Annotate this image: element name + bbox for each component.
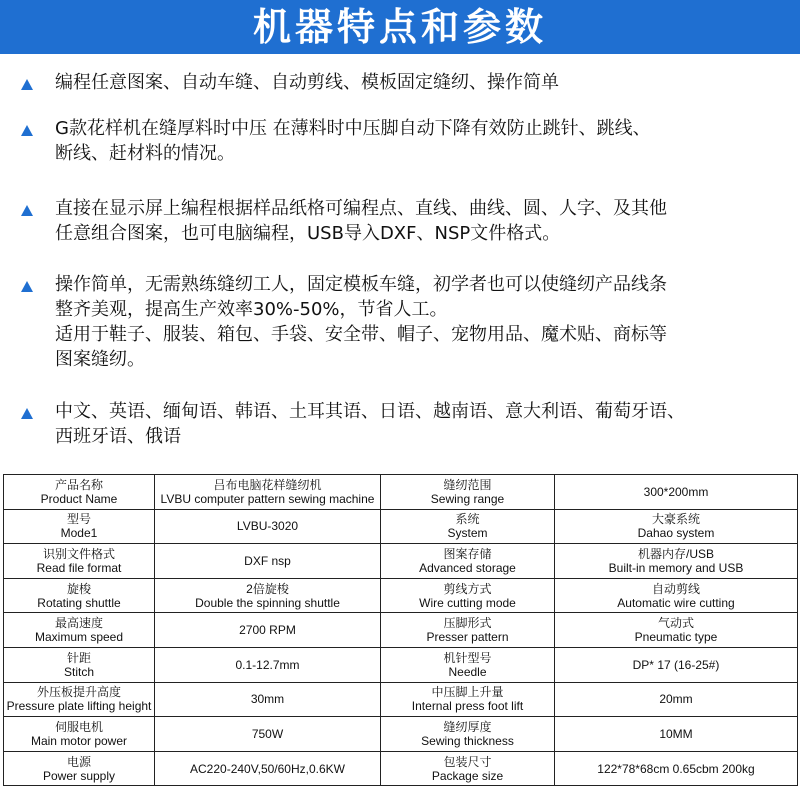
cell-text-en: Maximum speed [34, 630, 124, 645]
table-row [4, 613, 798, 648]
cell-text-en: Presser pattern [426, 630, 509, 645]
spec-value-cell [555, 509, 798, 544]
cell-text-en: 122*78*68cm 0.65cbm 200kg [597, 761, 755, 776]
spec-value-cell [555, 751, 798, 786]
spec-label-cell [4, 613, 155, 648]
spec-value-cell [155, 509, 381, 544]
cell-text-en: 2700 RPM [239, 623, 296, 638]
table-row [4, 544, 798, 579]
cell-text-cn: 伺服电机 [54, 719, 103, 734]
cell-text-en: Pneumatic type [634, 630, 718, 645]
cell-text-en: 20mm [659, 692, 693, 707]
spec-label-cell [381, 717, 555, 752]
title-banner [0, 0, 800, 54]
cell-text-cn: 外压板提升高度 [36, 685, 121, 700]
spec-value-cell [555, 647, 798, 682]
triangle-bullet-icon [21, 79, 33, 90]
page-title: 机器特点和参数 [252, 5, 547, 49]
spec-label-cell [381, 509, 555, 544]
cell-text-cn: 识别文件格式 [42, 546, 115, 561]
cell-text-en: DXF nsp [244, 553, 291, 568]
cell-text-en: 750W [251, 726, 284, 741]
spec-label-cell [381, 751, 555, 786]
spec-label-cell [4, 647, 155, 682]
cell-text-cn: 2倍旋梭 [246, 581, 289, 596]
cell-text-cn: 系统 [455, 512, 480, 527]
cell-text-en: Double the spinning shuttle [195, 595, 340, 610]
cell-text-cn: 型号 [66, 512, 91, 527]
cell-text-en: Advanced storage [419, 560, 516, 575]
table-row [4, 751, 798, 786]
spec-value-cell [555, 613, 798, 648]
cell-text-cn: 吕布电脑花样缝纫机 [213, 477, 322, 492]
cell-text-en: 300*200mm [643, 484, 709, 499]
triangle-bullet-icon [21, 205, 33, 216]
feature-line: 直接在显示屏上编程根据样品纸格可编程点、直线、曲线、圆、人字、及其他 [55, 198, 667, 219]
cell-text-en: Package size [431, 768, 504, 783]
cell-text-en: 10MM [659, 726, 693, 741]
spec-label-cell [381, 647, 555, 682]
cell-text-cn: 大豪系统 [651, 512, 700, 527]
feature-line: 适用于鞋子、服装、箱包、手袋、安全带、帽子、宠物用品、魔术贴、商标等 [55, 324, 667, 345]
cell-text-cn: 最高速度 [54, 616, 103, 631]
cell-text-en: Built-in memory and USB [608, 560, 744, 575]
cell-text-en: Product Name [40, 491, 118, 506]
spec-value-cell [555, 544, 798, 579]
spec-value-cell [155, 613, 381, 648]
cell-text-en: Internal press foot lift [411, 699, 524, 714]
table-row [4, 578, 798, 613]
feature-line: 图案缝纫。 [55, 349, 145, 370]
cell-text-en: Sewing range [430, 491, 505, 506]
spec-table [3, 474, 798, 786]
spec-label-cell [4, 751, 155, 786]
spec-value-cell [555, 475, 798, 510]
spec-label-cell [4, 682, 155, 717]
feature-line: 操作简单，无需熟练缝纫工人，固定模板车缝，初学者也可以使缝纫产品线条 [55, 274, 667, 295]
spec-label-cell [4, 509, 155, 544]
spec-label-cell [4, 578, 155, 613]
triangle-bullet-icon [21, 281, 33, 292]
cell-text-cn: 中压脚上升量 [431, 685, 504, 700]
spec-label-cell [4, 544, 155, 579]
cell-text-en: Needle [448, 664, 487, 679]
cell-text-en: DP* 17 (16-25#) [632, 657, 720, 672]
table-row [4, 475, 798, 510]
feature-line: 西班牙语、俄语 [55, 426, 181, 447]
cell-text-cn: 自动剪线 [651, 581, 700, 596]
triangle-bullet-icon [21, 125, 33, 136]
cell-text-en: LVBU computer pattern sewing machine [160, 491, 375, 506]
spec-value-cell [555, 717, 798, 752]
spec-value-cell [555, 682, 798, 717]
cell-text-cn: 压脚形式 [443, 616, 492, 631]
cell-text-cn: 缝纫厚度 [443, 719, 492, 734]
cell-text-cn: 旋梭 [66, 581, 91, 596]
cell-text-en: Rotating shuttle [37, 595, 121, 610]
cell-text-cn: 图案存储 [443, 546, 492, 561]
spec-label-cell [381, 578, 555, 613]
feature-line: 中文、英语、缅甸语、韩语、土耳其语、日语、越南语、意大利语、葡萄牙语、 [55, 401, 685, 422]
feature-line: 断线、赶材料的情况。 [55, 143, 235, 164]
table-row [4, 647, 798, 682]
cell-text-en: Stitch [63, 664, 94, 679]
spec-value-cell [155, 717, 381, 752]
cell-text-en: Mode1 [60, 526, 98, 541]
cell-text-en: Dahao system [637, 526, 715, 541]
cell-text-en: 30mm [250, 692, 285, 707]
cell-text-en: System [447, 526, 488, 541]
cell-text-cn: 机器内存/USB [637, 546, 714, 561]
spec-value-cell [155, 751, 381, 786]
feature-line: 任意组合图案，也可电脑编程，USB导入DXF、NSP文件格式。 [55, 223, 561, 244]
spec-label-cell [4, 717, 155, 752]
cell-text-cn: 剪线方式 [443, 581, 492, 596]
spec-label-cell [381, 682, 555, 717]
table-row [4, 509, 798, 544]
cell-text-cn: 缝纫范围 [443, 477, 492, 492]
cell-text-cn: 电源 [66, 754, 91, 769]
spec-label-cell [381, 613, 555, 648]
spec-label-cell [381, 475, 555, 510]
spec-value-cell [155, 544, 381, 579]
feature-line: 整齐美观，提高生产效率30%-50%，节省人工。 [55, 299, 448, 320]
cell-text-cn: 气动式 [657, 616, 694, 631]
cell-text-en: 0.1-12.7mm [235, 657, 300, 672]
cell-text-en: Power supply [42, 768, 116, 783]
table-row [4, 717, 798, 752]
cell-text-cn: 针距 [66, 650, 91, 665]
spec-value-cell [155, 475, 381, 510]
spec-value-cell [555, 578, 798, 613]
cell-text-en: Read file format [36, 560, 122, 575]
cell-text-cn: 机针型号 [443, 650, 492, 665]
cell-text-en: Main motor power [30, 733, 128, 748]
spec-label-cell [381, 544, 555, 579]
cell-text-cn: 包装尺寸 [443, 754, 492, 769]
feature-line: G款花样机在缝厚料时中压 在薄料时中压脚自动下降有效防止跳针、跳线、 [55, 118, 651, 139]
cell-text-en: Wire cutting mode [419, 595, 516, 610]
feature-line: 编程任意图案、自动车缝、自动剪线、模板固定缝纫、操作简单 [55, 72, 559, 93]
cell-text-en: Sewing thickness [421, 733, 514, 748]
cell-text-en: Automatic wire cutting [617, 595, 735, 610]
cell-text-en: LVBU-3020 [236, 519, 299, 534]
cell-text-en: AC220-240V,50/60Hz,0.6KW [190, 761, 345, 776]
spec-value-cell [155, 682, 381, 717]
cell-text-en: Pressure plate lifting height [6, 699, 152, 714]
cell-text-cn: 产品名称 [54, 477, 103, 492]
table-row [4, 682, 798, 717]
spec-value-cell [155, 578, 381, 613]
spec-label-cell [4, 475, 155, 510]
spec-value-cell [155, 647, 381, 682]
triangle-bullet-icon [21, 408, 33, 419]
